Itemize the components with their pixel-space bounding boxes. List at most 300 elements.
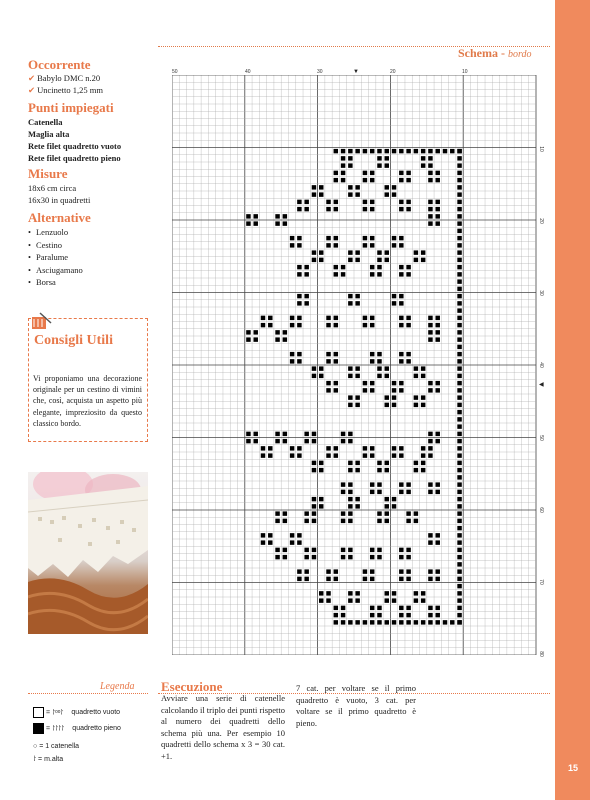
filled-square — [392, 395, 396, 399]
filled-square — [319, 468, 323, 472]
filled-square — [428, 221, 432, 225]
filled-square — [363, 200, 367, 204]
filled-square — [275, 511, 279, 515]
filled-square — [363, 316, 367, 320]
filled-square — [341, 171, 345, 175]
filled-square — [377, 555, 381, 559]
filled-square — [428, 149, 432, 153]
list-item: • Paralume — [28, 251, 83, 264]
filled-square — [326, 577, 330, 581]
filled-square — [457, 591, 461, 595]
filled-square — [406, 316, 410, 320]
filled-square — [297, 316, 301, 320]
filled-square — [370, 265, 374, 269]
filled-square — [355, 258, 359, 262]
filled-square — [355, 250, 359, 254]
filled-square — [348, 301, 352, 305]
filled-square — [326, 381, 330, 385]
filled-square — [385, 468, 389, 472]
filled-square — [414, 403, 418, 407]
punti-item: Maglia alta — [28, 129, 70, 139]
filled-square — [406, 490, 410, 494]
filled-square — [392, 149, 396, 153]
filled-square — [428, 316, 432, 320]
filled-square — [326, 352, 330, 356]
tips-body: Vi proponiamo una decorazione originale per un cestino di vimini che, così, acquista un aspetto più elegante, impreziosito da questo classico bordo. — [33, 374, 142, 428]
filled-square — [355, 301, 359, 305]
filled-square — [290, 352, 294, 356]
filled-square — [377, 606, 381, 610]
filled-square — [399, 352, 403, 356]
filled-square — [399, 569, 403, 573]
filled-square — [334, 613, 338, 617]
filled-square — [297, 265, 301, 269]
filled-square — [283, 555, 287, 559]
filled-square — [377, 156, 381, 160]
filled-square — [392, 381, 396, 385]
filled-square — [304, 439, 308, 443]
filled-square — [355, 598, 359, 602]
filled-square — [399, 606, 403, 610]
filled-square — [406, 323, 410, 327]
filled-square — [377, 163, 381, 167]
filled-square — [457, 439, 461, 443]
filled-square — [348, 504, 352, 508]
filled-square — [304, 294, 308, 298]
filled-square — [435, 171, 439, 175]
filled-square — [261, 316, 265, 320]
filled-square — [370, 149, 374, 153]
filled-square — [370, 555, 374, 559]
schema-title: Schema - bordo — [458, 46, 532, 60]
check-icon: ✔ — [28, 85, 36, 95]
filled-square — [428, 178, 432, 182]
filled-square — [435, 577, 439, 581]
filled-square — [457, 475, 461, 479]
filled-square — [261, 540, 265, 544]
filled-square — [246, 214, 250, 218]
filled-square — [457, 359, 461, 363]
filled-square — [370, 388, 374, 392]
filled-square — [334, 316, 338, 320]
watermark: PassionForum.ru — [470, 783, 531, 792]
page-number: 15 — [567, 763, 578, 773]
filled-square — [435, 337, 439, 341]
filled-square — [348, 548, 352, 552]
filled-square — [435, 323, 439, 327]
filled-square — [334, 200, 338, 204]
filled-square — [421, 446, 425, 450]
filled-square — [334, 453, 338, 457]
filled-square — [385, 591, 389, 595]
filled-square — [399, 577, 403, 581]
filled-square — [450, 620, 454, 624]
filled-square — [421, 403, 425, 407]
filled-square — [370, 446, 374, 450]
filled-square — [385, 403, 389, 407]
filled-square — [457, 221, 461, 225]
filled-square — [348, 258, 352, 262]
filled-square — [355, 403, 359, 407]
filled-square — [326, 569, 330, 573]
filled-square — [334, 359, 338, 363]
filled-square — [348, 294, 352, 298]
filled-square — [261, 446, 265, 450]
filled-square — [392, 598, 396, 602]
right-tick-label: 60 — [537, 507, 544, 513]
filled-square — [414, 250, 418, 254]
filled-square — [297, 207, 301, 211]
filled-square — [457, 250, 461, 254]
execution-title: Esecuzione — [161, 679, 223, 694]
filled-square — [297, 577, 301, 581]
filled-square — [370, 200, 374, 204]
right-tick-label: 20 — [537, 218, 544, 224]
top-tick-label: 40 — [245, 69, 251, 75]
filled-square — [421, 453, 425, 457]
filled-square — [370, 178, 374, 182]
filled-square — [326, 323, 330, 327]
filled-square — [428, 214, 432, 218]
filled-square — [326, 591, 330, 595]
filled-square — [370, 171, 374, 175]
legend-empty: = ⸷ᵒᵒ⸷ quadretto vuoto — [33, 707, 120, 718]
filled-square — [457, 453, 461, 457]
filled-square — [297, 569, 301, 573]
filled-square — [341, 272, 345, 276]
filled-square — [283, 214, 287, 218]
filled-square — [435, 207, 439, 211]
filled-square — [253, 214, 257, 218]
filled-square — [385, 149, 389, 153]
filled-square — [348, 461, 352, 465]
filled-square — [297, 323, 301, 327]
filled-square — [421, 156, 425, 160]
filled-square — [421, 468, 425, 472]
filled-square — [334, 446, 338, 450]
filled-square — [399, 171, 403, 175]
filled-square — [297, 540, 301, 544]
filled-square — [457, 482, 461, 486]
filled-square — [457, 424, 461, 428]
filled-square — [457, 468, 461, 472]
top-tick-label: 20 — [390, 69, 396, 75]
filled-square — [457, 403, 461, 407]
filled-square — [385, 366, 389, 370]
filled-square — [399, 388, 403, 392]
filled-square — [457, 374, 461, 378]
filled-square — [421, 149, 425, 153]
filled-square — [326, 207, 330, 211]
filled-square — [326, 598, 330, 602]
filled-square — [348, 366, 352, 370]
filled-square — [428, 620, 432, 624]
filled-square — [268, 323, 272, 327]
filled-square — [399, 620, 403, 624]
filled-square — [283, 432, 287, 436]
filled-square — [406, 519, 410, 523]
filled-square — [457, 287, 461, 291]
filled-square — [457, 432, 461, 436]
filled-square — [457, 272, 461, 276]
filled-square — [428, 533, 432, 537]
filled-square — [414, 374, 418, 378]
filled-square — [312, 258, 316, 262]
filled-square — [341, 511, 345, 515]
filled-square — [457, 200, 461, 204]
filled-square — [385, 504, 389, 508]
filled-square — [428, 453, 432, 457]
filled-square — [348, 490, 352, 494]
execution-col2: 7 cat. per voltare se il primo quadretto è vuoto, 3 cat. per voltare se il primo quadretto è pieno. — [296, 683, 416, 728]
filled-square — [246, 221, 250, 225]
filled-square — [377, 468, 381, 472]
alternative-heading: Alternative — [28, 210, 91, 225]
filled-square — [290, 316, 294, 320]
list-item: • Lenzuolo — [28, 226, 83, 239]
filled-square — [326, 243, 330, 247]
filled-square — [377, 352, 381, 356]
filled-square — [312, 468, 316, 472]
filled-square — [457, 171, 461, 175]
filled-square — [334, 388, 338, 392]
filled-square — [370, 316, 374, 320]
filled-square — [428, 171, 432, 175]
filled-square — [297, 533, 301, 537]
filled-square — [312, 548, 316, 552]
filled-square — [341, 163, 345, 167]
filled-square — [370, 606, 374, 610]
filled-square — [348, 482, 352, 486]
filled-square — [355, 468, 359, 472]
punti-heading: Punti impiegati — [28, 100, 114, 115]
filled-square — [348, 395, 352, 399]
filled-square — [261, 533, 265, 537]
filled-square — [319, 192, 323, 196]
empty-square-icon — [33, 707, 44, 718]
filled-square — [275, 555, 279, 559]
filled-square — [334, 149, 338, 153]
filled-square — [435, 214, 439, 218]
filled-square — [457, 214, 461, 218]
filled-square — [370, 453, 374, 457]
filled-square — [268, 533, 272, 537]
filled-square — [406, 620, 410, 624]
filled-square — [326, 200, 330, 204]
filled-square — [385, 258, 389, 262]
filled-square — [312, 497, 316, 501]
filled-square — [450, 149, 454, 153]
filled-square — [392, 236, 396, 240]
filled-square — [355, 192, 359, 196]
filled-square — [377, 613, 381, 617]
filled-square — [334, 171, 338, 175]
filled-square — [363, 569, 367, 573]
punti-item: Rete filet quadretto vuoto — [28, 141, 122, 151]
filled-square — [392, 591, 396, 595]
filled-square — [290, 236, 294, 240]
filled-square — [334, 207, 338, 211]
filled-square — [457, 337, 461, 341]
filled-square — [275, 439, 279, 443]
filled-square — [275, 519, 279, 523]
filled-square — [312, 192, 316, 196]
filled-square — [275, 221, 279, 225]
filled-square — [312, 185, 316, 189]
filled-square — [334, 178, 338, 182]
filled-square — [377, 490, 381, 494]
filled-square — [341, 490, 345, 494]
filled-square — [370, 548, 374, 552]
filled-square — [399, 316, 403, 320]
filled-square — [312, 511, 316, 515]
filled-square — [275, 337, 279, 341]
filled-square — [283, 511, 287, 515]
filled-square — [355, 185, 359, 189]
filled-square — [341, 156, 345, 160]
filled-square — [457, 540, 461, 544]
filled-square — [246, 439, 250, 443]
filled-square — [435, 613, 439, 617]
filled-square — [297, 243, 301, 247]
filled-square — [406, 606, 410, 610]
filled-square — [457, 548, 461, 552]
filled-square — [341, 548, 345, 552]
filled-square — [326, 453, 330, 457]
filled-square — [385, 519, 389, 523]
filled-square — [319, 374, 323, 378]
filled-square — [406, 171, 410, 175]
filled-square — [414, 598, 418, 602]
filled-square — [406, 352, 410, 356]
filled-square — [457, 149, 461, 153]
filled-square — [377, 258, 381, 262]
filled-square — [341, 620, 345, 624]
filled-square — [428, 490, 432, 494]
filled-square — [443, 620, 447, 624]
filled-square — [385, 598, 389, 602]
filled-square — [334, 265, 338, 269]
filled-square — [457, 352, 461, 356]
filled-square — [392, 446, 396, 450]
filled-square — [406, 178, 410, 182]
filled-square — [297, 352, 301, 356]
filled-square — [370, 620, 374, 624]
filled-square — [370, 272, 374, 276]
filled-square — [457, 562, 461, 566]
filled-square — [370, 490, 374, 494]
filled-square — [370, 569, 374, 573]
filled-square — [326, 359, 330, 363]
filled-square — [414, 591, 418, 595]
filled-square — [457, 446, 461, 450]
filled-square — [348, 192, 352, 196]
filled-square — [312, 366, 316, 370]
top-tick-label: 50 — [172, 69, 178, 75]
filled-square — [341, 149, 345, 153]
legend-full: = ⸷⸷⸷⸷ quadretto pieno — [33, 723, 121, 734]
filled-square — [370, 352, 374, 356]
filled-square — [399, 236, 403, 240]
filled-square — [312, 504, 316, 508]
filled-square — [457, 620, 461, 624]
orange-side-strip — [555, 0, 590, 800]
filled-square — [421, 598, 425, 602]
stitch-symbol-icon: ⸷ᵒᵒ⸷ — [51, 709, 64, 717]
filled-square — [457, 330, 461, 334]
filled-square — [326, 388, 330, 392]
filled-square — [392, 453, 396, 457]
filled-square — [363, 453, 367, 457]
top-tick-label: 10 — [462, 69, 468, 75]
filled-square — [275, 432, 279, 436]
filled-square — [283, 337, 287, 341]
filet-chart — [172, 75, 537, 655]
filled-square — [377, 511, 381, 515]
filled-square — [334, 272, 338, 276]
filled-square — [348, 156, 352, 160]
filled-square — [363, 620, 367, 624]
filled-square — [348, 555, 352, 559]
occorrente-heading: Occorrente — [28, 57, 91, 72]
filled-square — [355, 149, 359, 153]
filled-square — [290, 453, 294, 457]
filled-square — [443, 149, 447, 153]
filled-square — [370, 613, 374, 617]
filled-square — [312, 250, 316, 254]
filled-square — [334, 352, 338, 356]
filled-square — [348, 439, 352, 443]
filled-square — [399, 482, 403, 486]
filled-square — [392, 185, 396, 189]
filled-square — [428, 606, 432, 610]
filled-square — [385, 374, 389, 378]
filled-square — [399, 359, 403, 363]
filled-square — [385, 163, 389, 167]
filled-square — [435, 316, 439, 320]
filled-square — [304, 207, 308, 211]
filled-square — [297, 294, 301, 298]
filled-square — [385, 250, 389, 254]
filled-square — [406, 577, 410, 581]
filled-square — [283, 519, 287, 523]
filled-square — [435, 330, 439, 334]
filled-square — [399, 555, 403, 559]
filled-square — [363, 207, 367, 211]
filled-square — [414, 395, 418, 399]
filled-square — [414, 511, 418, 515]
filled-square — [457, 584, 461, 588]
filled-square — [457, 504, 461, 508]
filled-square — [319, 185, 323, 189]
filled-square — [392, 403, 396, 407]
filled-square — [377, 265, 381, 269]
filled-square — [428, 337, 432, 341]
filled-square — [406, 511, 410, 515]
filled-square — [334, 381, 338, 385]
filled-square — [428, 482, 432, 486]
filled-square — [355, 591, 359, 595]
filled-square — [348, 374, 352, 378]
list-item: • Borsa — [28, 276, 83, 289]
filled-square — [421, 461, 425, 465]
filled-square — [334, 577, 338, 581]
filled-square — [377, 149, 381, 153]
filled-square — [428, 381, 432, 385]
filled-square — [406, 555, 410, 559]
filled-square — [355, 620, 359, 624]
occorrente-item: ✔ Babylo DMC n.20 — [28, 73, 101, 83]
